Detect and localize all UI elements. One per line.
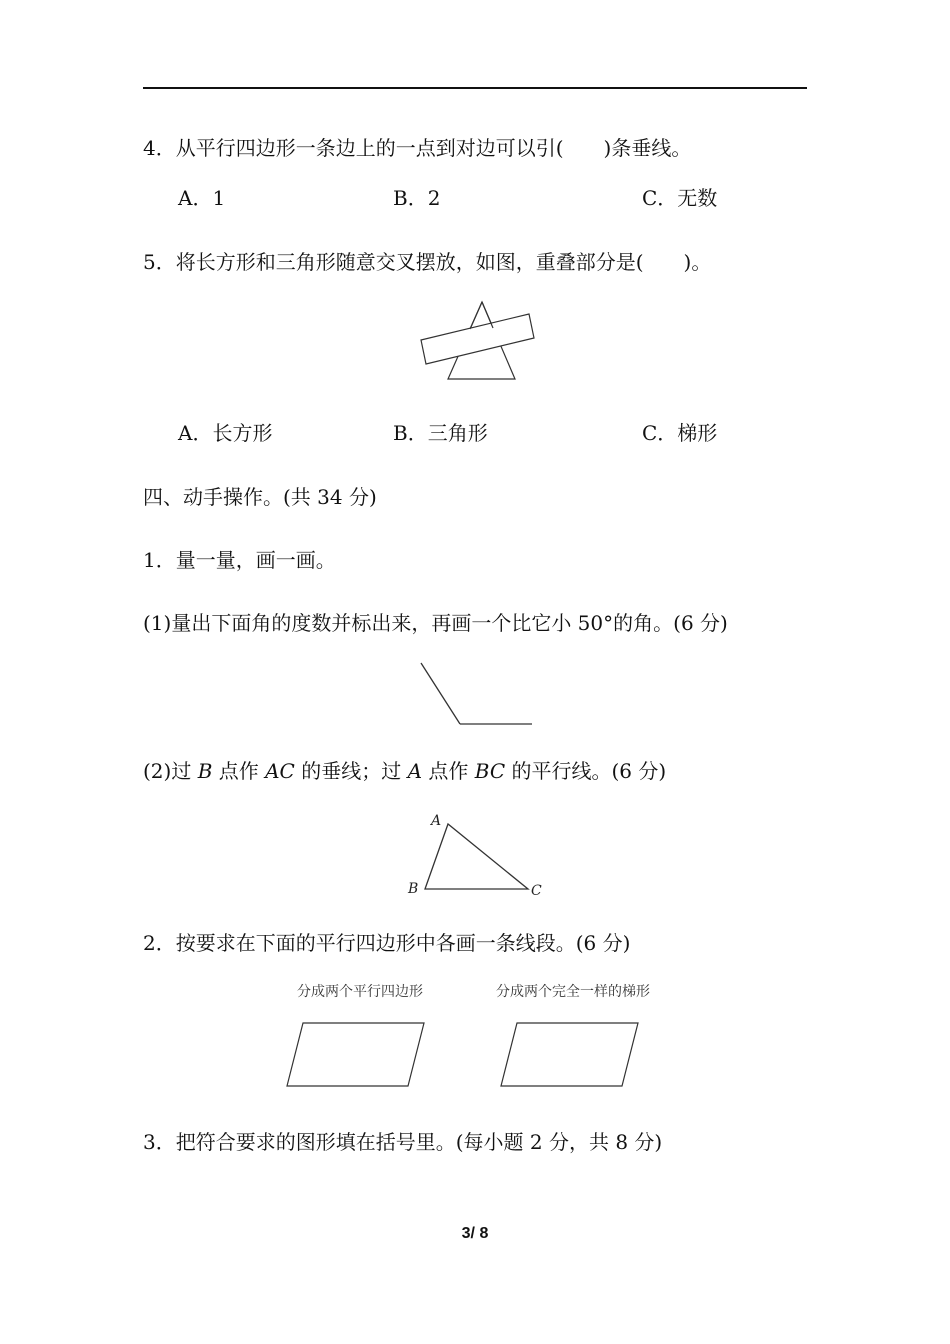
parallelogram-right [496,1018,644,1092]
triangle-abc-figure [400,805,560,905]
q5-stem: 5．将长方形和三角形随意交叉摆放，如图，重叠部分是( )。 [143,250,712,274]
p1-stem: 1．量一量，画一画。 [143,548,336,572]
caption-two-parallelograms: 分成两个平行四边形 [297,984,423,1000]
section-heading: 四、动手操作。(共 34 分) [143,485,377,509]
angle-figure [415,658,540,730]
q5-option-c: C．梯形 [642,421,718,445]
triangle-abc [425,824,528,889]
q4-option-c: C．无数 [642,186,718,210]
p2-stem: 2．按要求在下面的平行四边形中各画一条线段。(6 分) [143,931,631,955]
vertex-label-b: B [408,881,419,897]
p3-stem: 3．把符合要求的图形填在括号里。(每小题 2 分，共 8 分) [143,1130,663,1154]
caption-two-trapezoids: 分成两个完全一样的梯形 [496,984,650,1000]
vertex-label-c: C [531,883,542,899]
header-rule [143,87,807,89]
parallelogram-left [282,1018,430,1092]
q4-option-a: A．1 [178,186,226,210]
q5-option-b: B．三角形 [393,421,488,445]
rectangle-triangle-figure [415,296,540,384]
rectangle-shape [421,314,534,364]
q5-option-a: A．长方形 [178,421,273,445]
q4-stem: 4．从平行四边形一条边上的一点到对边可以引( )条垂线。 [143,136,692,160]
angle-ray-left [421,663,460,724]
vertex-label-a: A [431,813,442,829]
page-number: 3/ 8 [461,1225,489,1242]
q4-option-b: B．2 [393,186,441,210]
p1-sub2: (2)过 B 点作 AC 的垂线；过 A 点作 BC 的平行线。(6 分) [143,759,667,783]
p1-sub1: (1)量出下面角的度数并标出来，再画一个比它小 50°的角。(6 分) [143,611,728,635]
